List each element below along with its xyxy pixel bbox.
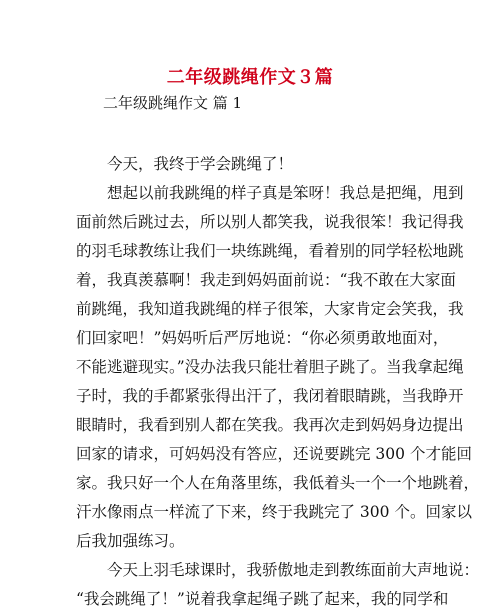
paragraph-line: 今天上羽毛球课时，我骄傲地走到教练面前大声地说： — [107, 561, 480, 579]
paragraph-line: 的羽毛球教练让我们一块练跳绳，看着别的同学轻松地跳 — [76, 242, 464, 260]
paragraph-line: 今天，我终于学会跳绳了！ — [107, 155, 294, 173]
paragraph-line: 们回家吧！”妈妈听后严厉地说：“你必须勇敢地面对， — [76, 329, 449, 347]
paragraph-line: 着，我真羡慕啊！我走到妈妈面前说：“我不敢在大家面 — [76, 271, 456, 289]
document-subtitle: 二年级跳绳作文 篇 1 — [103, 94, 243, 112]
paragraph-line: 后我加强练习。 — [76, 532, 185, 550]
paragraph-line: 子时，我的手都紧张得出汗了，我闭着眼睛跳，当我睁开 — [76, 387, 464, 405]
paragraph-line: 面前然后跳过去，所以别人都笑我，说我很笨！我记得我 — [76, 213, 464, 231]
paragraph-line: 想起以前我跳绳的样子真是笨呀！我总是把绳，甩到 — [107, 184, 464, 202]
paragraph-line: 前跳绳，我知道我跳绳的样子很笨，大家肯定会笑我，我 — [76, 300, 464, 318]
paragraph-line: 回家的请求，可妈妈没有答应，还说要跳完 300 个才能回 — [76, 445, 472, 463]
paragraph-line: 眼睛时，我看到别人都在笑我。我再次走到妈妈身边提出 — [76, 416, 464, 434]
document-title: 二年级跳绳作文３篇 — [166, 67, 334, 88]
paragraph-line: 不能逃避现实。”没办法我只能壮着胆子跳了。当我拿起绳 — [76, 358, 464, 376]
document-body — [76, 150, 480, 614]
paragraph-line: 家。我只好一个人在角落里练，我低着头一个一个地跳着， — [76, 474, 480, 492]
paragraph-line: “我会跳绳了！”说着我拿起绳子跳了起来，我的同学和 — [76, 590, 449, 608]
paragraph-line: 汗水像雨点一样流了下来，终于我跳完了 300 个。回家以 — [76, 503, 472, 521]
